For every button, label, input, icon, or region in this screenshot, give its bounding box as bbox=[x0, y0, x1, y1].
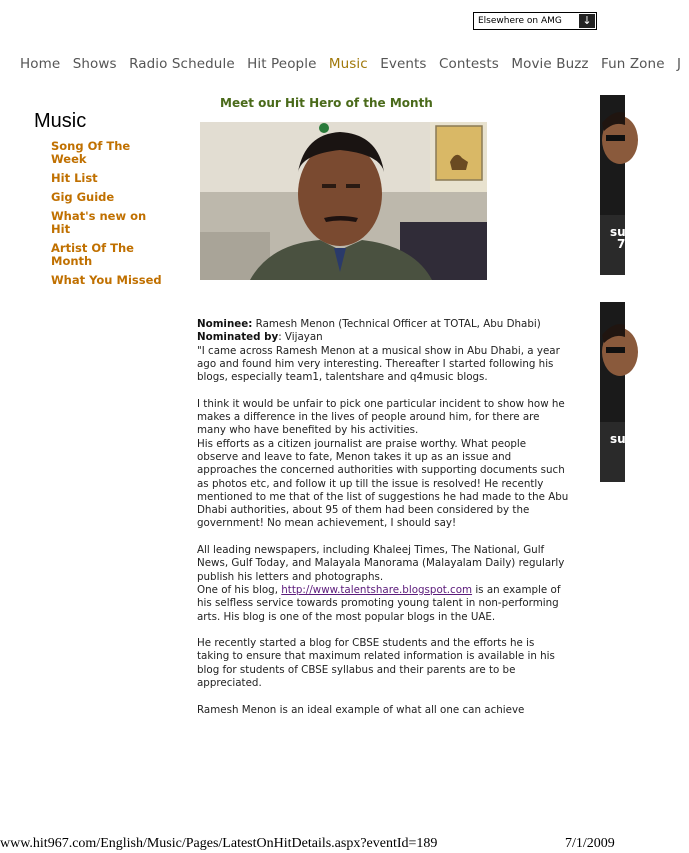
arrow-down-icon[interactable]: ↓ bbox=[579, 14, 595, 28]
paragraph-4: He recently started a blog for CBSE students and the efforts he is taking to ensure that maximum related information is available in his blog for students of CBSE syllabus and their parents are to be appreciated. bbox=[197, 637, 555, 690]
nav-contests[interactable]: Contests bbox=[438, 56, 499, 72]
footer-date: 7/1/2009 bbox=[565, 836, 615, 851]
sidebar-item-what-you-missed[interactable]: What You Missed bbox=[51, 273, 162, 287]
right-ad-banner-1[interactable] bbox=[600, 95, 625, 275]
nominee-label: Nominee: bbox=[197, 318, 253, 330]
nav-truncated[interactable]: J bbox=[677, 56, 682, 72]
paragraph-3b-pre: One of his blog, bbox=[197, 583, 282, 596]
talentshare-link[interactable]: http://www.talentshare.blogspot.com bbox=[281, 583, 473, 596]
article-body bbox=[197, 318, 569, 717]
sidebar-item-song-of-the-week[interactable]: Song Of The Week bbox=[51, 139, 131, 166]
paragraph-2b: His efforts as a citizen journalist are praise worthy. What people observe and leave to fate, Menon takes it up as an issue and approaches the concerned authorities with supporting documents such as photos etc, and follow it up till the issue is resolved! He recently mentioned to me that of the list of suggestions he had made to the Abu Dhabi authorities, about 95 of them had been considered by the government! No mean achievement, I should say! bbox=[197, 437, 569, 530]
right-ad-banner-2[interactable] bbox=[600, 302, 625, 482]
sidebar-item-whats-new[interactable]: What's new on Hit bbox=[51, 209, 147, 236]
paragraph-3b-post: is an example of his selfless service towards promoting young talent in non-performing arts. His blog is one of the most popular blogs in the UAE. bbox=[197, 583, 561, 623]
sidebar-item-artist-of-the-month[interactable]: Artist Of The Month bbox=[51, 241, 134, 268]
nav-radio-schedule[interactable]: Radio Schedule bbox=[129, 56, 235, 72]
paragraph-5: Ramesh Menon is an ideal example of what all one can achieve bbox=[197, 703, 525, 716]
nominated-value: : Vijayan bbox=[278, 331, 323, 344]
hero-photo bbox=[200, 122, 487, 280]
ad2-text: su bbox=[610, 432, 626, 446]
elsewhere-dropdown[interactable] bbox=[473, 12, 597, 30]
paragraph-3b bbox=[197, 584, 569, 624]
section-title: Music bbox=[34, 110, 87, 132]
nominated-label: Nominated by bbox=[197, 331, 279, 344]
nav-shows[interactable]: Shows bbox=[72, 56, 117, 72]
hero-heading: Meet our Hit Hero of the Month bbox=[220, 96, 433, 110]
sidebar-item-hit-list[interactable]: Hit List bbox=[51, 171, 98, 185]
paragraph-3a: All leading newspapers, including Khaleej Times, The National, Gulf News, Gulf Today, and Malayala Manorama (Malayalam Daily) regularly publish his letters and photographs. bbox=[197, 544, 565, 583]
sidebar-item-gig-guide[interactable]: Gig Guide bbox=[51, 190, 115, 204]
top-nav bbox=[20, 56, 689, 72]
nominee-line bbox=[197, 318, 569, 331]
nominated-line bbox=[197, 331, 569, 344]
nominee-value: Ramesh Menon (Technical Officer at TOTAL, Abu Dhabi) bbox=[252, 318, 541, 330]
elsewhere-label: Elsewhere on AMG bbox=[478, 16, 562, 26]
nav-movie-buzz[interactable]: Movie Buzz bbox=[511, 56, 589, 72]
paragraph-2a: I think it would be unfair to pick one particular incident to show how he makes a difference in the lives of people around him, for there are many who have benefited by his activities. bbox=[197, 397, 565, 437]
sidebar-nav bbox=[51, 140, 166, 293]
nav-events[interactable]: Events bbox=[380, 56, 427, 72]
nav-home[interactable]: Home bbox=[20, 56, 61, 72]
nav-music[interactable]: Music bbox=[328, 56, 368, 72]
nav-fun-zone[interactable]: Fun Zone bbox=[601, 56, 665, 72]
ad1-text: su bbox=[610, 225, 626, 239]
footer-url: www.hit967.com/English/Music/Pages/LatestOnHitDetails.aspx?eventId=189 bbox=[0, 836, 438, 851]
ad1-sub: 7 bbox=[617, 237, 626, 251]
paragraph-1: "I came across Ramesh Menon at a musical show in Abu Dhabi, a year ago and found him very interesting. Thereafter I started following his blogs, especially team1, talentshare and q4music blogs. bbox=[197, 344, 560, 384]
nav-hit-people[interactable]: Hit People bbox=[247, 56, 317, 72]
